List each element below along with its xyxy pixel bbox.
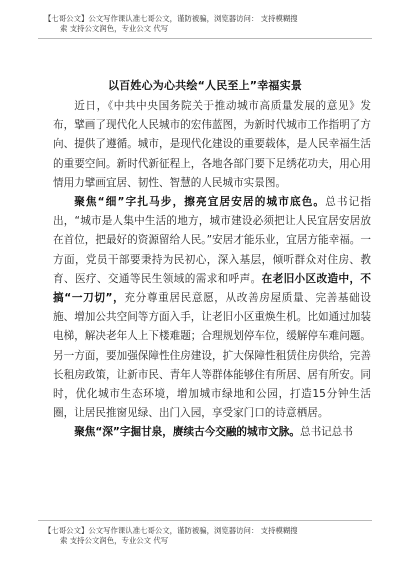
footer-line-1: 【七哥公文】公文写作课认准七哥公文，谨防被骗，浏览器访问： 支持模糊搜 [44,526,298,535]
paragraph-2-text-b: 充分尊重居民意愿，从改善房屋质量、完善基础设施、增加公共空间等方面入手，让老旧小区重焕生机。比如通过加装电梯，解决老年人上下楼难题；合理规划停车位，缓解停车难问题。另一方面，要加强保障性住房建设，扩大保障性租赁住房供给，完善长租房政策，让新市民、青年人等群体能够住有所居、居有所安。同时，优化城市生态环境，增加城市绿地和公园，打造15分钟生活圈，让居民推窗见绿、出门入园，享受家门口的诗意栖居。 [53,292,371,420]
header-line-2: 索 支持公文润色，专业公文 代写 [60,24,169,33]
paragraph-3 [53,423,371,442]
paragraph-2-text-a: 总书记指出，“城市是人集中生活的地方，城市建设必须把让人民宜居安居放在首位，把最好的资源留给人民。”安居才能乐业，宜居方能幸福。一方面，党员干部要秉持为民初心，深入基层，倾听群众对住房、教育、医疗、交通等民生领域的需求和呼声。 [53,196,371,285]
paragraph-3-heading: 聚焦“深”字掘甘泉，赓续古今交融的城市文脉。 [74,426,300,439]
header-divider [38,38,372,39]
article-title: 以百姓心为心共绘“人民至上”幸福实景 [107,79,303,92]
header-line-1: 【七哥公文】公文写作课认准七哥公文，谨防被骗，浏览器访问： 支持模糊搜 [44,14,298,23]
paragraph-3-text: 总书记总书 [300,426,353,439]
header-banner [44,14,374,34]
footer-divider [38,520,372,521]
paragraph-2 [53,193,371,423]
footer-line-2: 索 支持公文润色，专业公文 代写 [60,536,169,545]
paragraph-2-emphasis: 在老旧小区改造中，不搞“一刀切”， [53,272,372,305]
article-body [53,97,371,443]
paragraph-1: 近日，《中共中央国务院关于推动城市高质量发展的意见》发布，擘画了现代化人民城市的宏伟蓝图，为新时代城市工作指明了方向、提供了遵循。城市，是现代化建设的重要载体，是人民幸福生活的重要空间。新时代新征程上，各地各部门要下足绣花功夫，用心用情用力擘画宜居、韧性、智慧的人民城市实景图。 [53,100,371,189]
footer-banner [44,526,374,546]
paragraph-2-heading: 聚焦“细”字扎马步，擦亮宜居安居的城市底色。 [74,196,326,209]
